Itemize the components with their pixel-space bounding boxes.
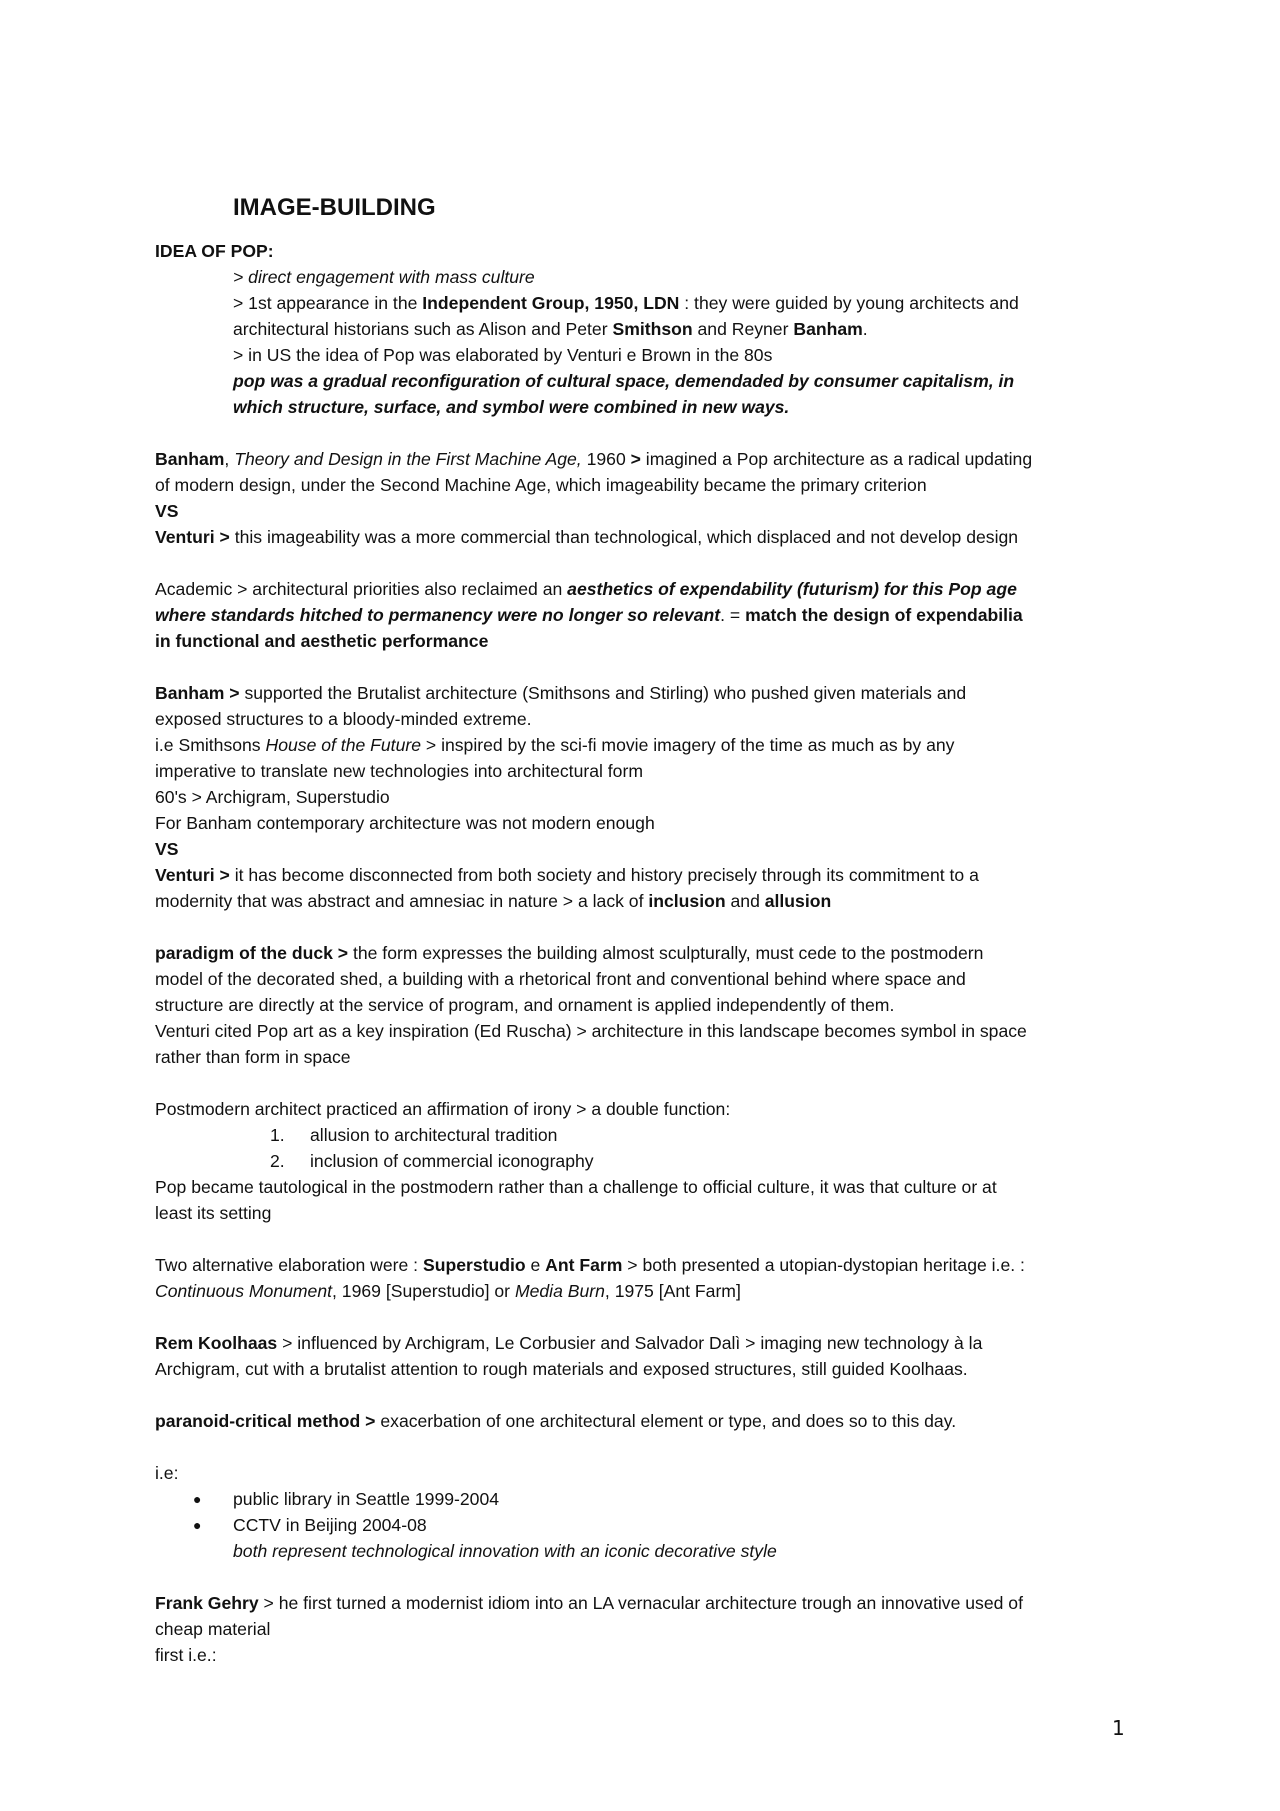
academic-line-3: in functional and aesthetic performance <box>155 631 489 651</box>
gehry-line-3: first i.e.: <box>155 1645 217 1665</box>
pop-line-6: which structure, surface, and symbol were combined in new ways. <box>233 397 790 417</box>
alt-line-1: Two alternative elaboration were : Superstudio e Ant Farm > both presented a utopian-dystopian heritage i.e. : <box>155 1255 1025 1275</box>
banham-line-1: Banham, Theory and Design in the First Machine Age, 1960 > imagined a Pop architecture as a radical updating <box>155 449 1033 469</box>
postmodern-line-4: Pop became tautological in the postmodern rather than a challenge to official culture, it was that culture or at <box>155 1177 997 1197</box>
bullet-item-1: public library in Seattle 1999-2004 <box>233 1489 500 1509</box>
pop-line-3: architectural historians such as Alison and Peter Smithson and Reyner Banham. <box>233 319 868 339</box>
ie-label: i.e: <box>155 1463 179 1483</box>
gehry-line-2: cheap material <box>155 1619 271 1639</box>
banham2-line-2: exposed structures to a bloody-minded extreme. <box>155 709 532 729</box>
koolhaas-line-2: Archigram, cut with a brutalist attention to rough materials and exposed structures, still guided Koolhaas. <box>155 1359 968 1379</box>
list-number-2: 2. <box>270 1151 285 1171</box>
page-number: 1 <box>1112 1716 1125 1740</box>
banham2-line-5: 60's > Archigram, Superstudio <box>155 787 390 807</box>
vs-label: VS <box>155 501 179 521</box>
academic-line-2: where standards hitched to permanency were no longer so relevant. = match the design of expendabilia <box>155 605 1023 625</box>
alt-line-2: Continuous Monument, 1969 [Superstudio] or Media Burn, 1975 [Ant Farm] <box>155 1281 741 1301</box>
koolhaas-line-1: Rem Koolhaas > influenced by Archigram, Le Corbusier and Salvador Dalì > imaging new technology à la <box>155 1333 983 1353</box>
bullet-icon: ● <box>193 1491 202 1507</box>
duck-line-3: structure are directly at the service of program, and ornament is applied independently of them. <box>155 995 895 1015</box>
postmodern-line-5: least its setting <box>155 1203 272 1223</box>
bullet-icon: ● <box>193 1517 202 1533</box>
duck-line-5: rather than form in space <box>155 1047 351 1067</box>
list-number-1: 1. <box>270 1125 285 1145</box>
pop-line-5: pop was a gradual reconfiguration of cultural space, demendaded by consumer capitalism, in <box>233 371 1015 391</box>
page-title: IMAGE-BUILDING <box>233 194 436 221</box>
duck-line-2: model of the decorated shed, a building with a rhetorical front and conventional behind where space and <box>155 969 966 989</box>
vs-label-2: VS <box>155 839 179 859</box>
pop-line-1: > direct engagement with mass culture <box>233 267 535 287</box>
banham2-line-3: i.e Smithsons House of the Future > inspired by the sci-fi movie imagery of the time as much as by any <box>155 735 955 755</box>
venturi-line-1: Venturi > this imageability was a more commercial than technological, which displaced and not develop design <box>155 527 1019 547</box>
postmodern-line-1: Postmodern architect practiced an affirmation of irony > a double function: <box>155 1099 731 1119</box>
banham2-line-6: For Banham contemporary architecture was not modern enough <box>155 813 655 833</box>
banham2-line-1: Banham > supported the Brutalist architecture (Smithsons and Stirling) who pushed given materials and <box>155 683 967 703</box>
gehry-line-1: Frank Gehry > he first turned a modernist idiom into an LA vernacular architecture trough an innovative used of <box>155 1593 1023 1613</box>
bullet-item-2: CCTV in Beijing 2004-08 <box>233 1515 427 1535</box>
duck-line-4: Venturi cited Pop art as a key inspiration (Ed Ruscha) > architecture in this landscape becomes symbol in space <box>155 1021 1027 1041</box>
list-item-1: allusion to architectural tradition <box>310 1125 558 1145</box>
venturi-line-2: Venturi > it has become disconnected from both society and history precisely through its commitment to a <box>155 865 979 885</box>
venturi-line-3: modernity that was abstract and amnesiac in nature > a lack of inclusion and allusion <box>155 891 832 911</box>
list-item-2: inclusion of commercial iconography <box>310 1151 594 1171</box>
bullet-note: both represent technological innovation with an iconic decorative style <box>233 1541 777 1561</box>
pop-heading: IDEA OF POP: <box>155 241 274 261</box>
pop-line-4: > in US the idea of Pop was elaborated by Venturi e Brown in the 80s <box>233 345 773 365</box>
academic-line-1: Academic > architectural priorities also reclaimed an aesthetics of expendability (futurism) for this Pop age <box>155 579 1017 599</box>
pop-line-2: > 1st appearance in the Independent Group, 1950, LDN : they were guided by young architects and <box>233 293 1019 313</box>
duck-line-1: paradigm of the duck > the form expresses the building almost sculpturally, must cede to the postmodern <box>155 943 984 963</box>
banham-line-2: of modern design, under the Second Machine Age, which imageability became the primary criterion <box>155 475 927 495</box>
paranoid-line-1: paranoid-critical method > exacerbation of one architectural element or type, and does so to this day. <box>155 1411 957 1431</box>
banham2-line-4: imperative to translate new technologies into architectural form <box>155 761 643 781</box>
